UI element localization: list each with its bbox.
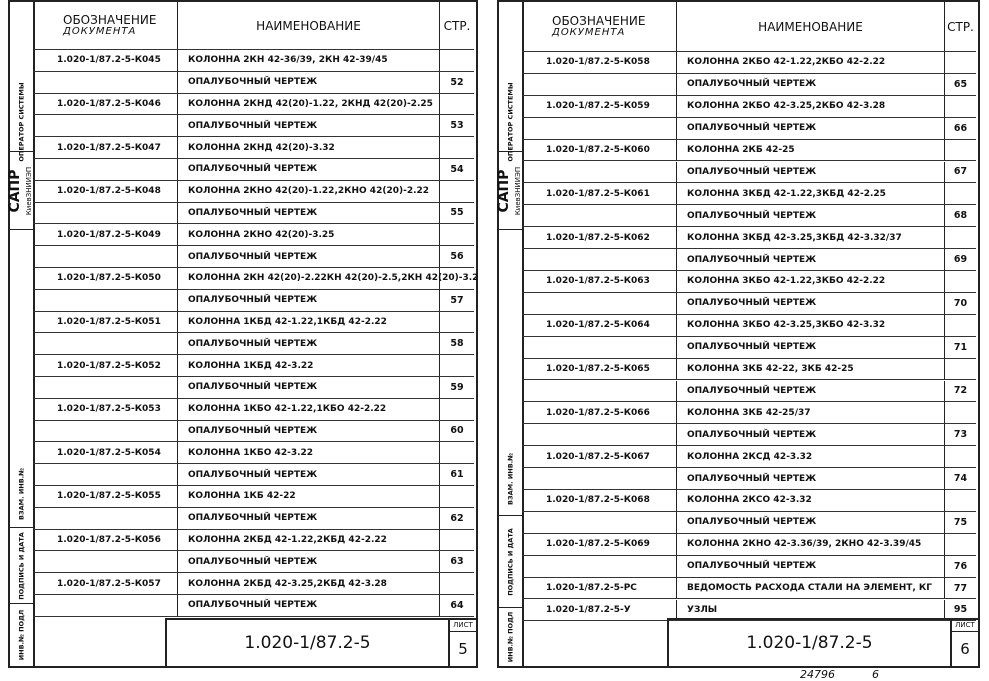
operator-label: ОПЕРАТОР СИСТЕМЫ [17,81,25,162]
sapr-text: САПР [6,168,23,213]
row-name: КОЛОННА 2КБД 42-3.25,2КБД 42-3.28 [178,573,440,594]
table-row [522,446,976,468]
row-code [33,290,178,311]
row-code: 1.020-1/87.2-5-К056 [33,530,178,551]
table-header [33,2,474,50]
table-row [33,442,474,464]
left-title-block [165,618,476,666]
right-sheet-number: 6 [960,639,970,658]
row-page [945,271,976,292]
table-row [522,249,976,271]
operator-label-right: ОПЕРАТОР СИСТЕМЫ [506,81,514,162]
table-row [522,271,976,293]
table-row [33,50,474,72]
row-name: ОПАЛУБОЧНЫЙ ЧЕРТЕЖ [677,249,945,270]
table-row [522,74,976,96]
row-page [440,312,474,333]
inv-box-right [499,608,522,666]
table-row [522,424,976,446]
row-page: 63 [450,556,464,568]
header-designation-sub: ДОКУМЕНТА [552,26,626,38]
row-code: 1.020-1/87.2-5-К068 [522,490,677,511]
row-page: 57 [450,294,464,306]
row-code: 1.020-1/87.2-5-К053 [33,399,178,420]
table-row [33,312,474,334]
row-code: 1.020-1/87.2-5-К069 [522,534,677,555]
table-row [522,578,976,600]
row-code [522,162,677,183]
header-designation-sub: ДОКУМЕНТА [63,25,137,37]
row-page [945,359,976,380]
row-name: ОПАЛУБОЧНЫЙ ЧЕРТЕЖ [178,333,440,354]
table-row [522,359,976,381]
row-name: ОПАЛУБОЧНЫЙ ЧЕРТЕЖ [677,512,945,533]
row-code: 1.020-1/87.2-5-К062 [522,227,677,248]
table-row [33,115,474,137]
row-name: ОПАЛУБОЧНЫЙ ЧЕРТЕЖ [677,381,945,402]
row-name: КОЛОННА 1КБ 42-22 [178,486,440,507]
table-row [522,556,976,578]
row-name: КОЛОННА 1КБД 42-3.22 [178,355,440,376]
row-name: ВЕДОМОСТЬ РАСХОДА СТАЛИ НА ЭЛЕМЕНТ, КГ [677,578,945,599]
row-page: 65 [953,78,968,90]
header-name: НАИМЕНОВАНИЕ [178,2,440,49]
row-name: КОЛОННА 2КСО 42-3.32 [677,490,945,511]
row-code [33,72,178,93]
row-code [33,115,178,136]
row-name: ОПАЛУБОЧНЫЙ ЧЕРТЕЖ [677,293,945,314]
row-page: 60 [450,425,464,437]
table-row [33,72,474,94]
table-row [33,137,474,159]
table-row [522,315,976,337]
inv-label: ИНВ.№ ПОДЛ [17,609,25,661]
podpis-label-right: ПОДПИСЬ И ДАТА [506,527,514,596]
row-page [945,227,976,248]
row-name: КОЛОННА 3КБ 42-22, 3КБ 42-25 [677,359,945,380]
vzam-box-right [499,442,522,516]
row-page: 70 [953,297,968,309]
row-code [33,551,178,572]
row-name: КОЛОННА 2КБО 42-1.22,2КБО 42-2.22 [677,52,945,73]
table-row [522,52,976,74]
org-text: КиевЗНИИЭП [24,166,33,215]
header-designation [33,2,178,49]
row-name: КОЛОННА 2КНД 42(20)-1.22, 2КНД 42(20)-2.25 [178,94,440,115]
row-page [945,315,976,336]
row-code: 1.020-1/87.2-5-К046 [33,94,178,115]
table-row [33,530,474,552]
row-code [33,246,178,267]
row-name: КОЛОННА 2КБО 42-3.25,2КБО 42-3.28 [677,96,945,117]
row-name: КОЛОННА 2КНО 42-3.36/39, 2КНО 42-3.39/45 [677,534,945,555]
row-code: 1.020-1/87.2-5-К065 [522,359,677,380]
row-page [440,50,474,71]
row-code: 1.020-1/87.2-5-К057 [33,573,178,594]
table-row [522,337,976,359]
row-name: КОЛОННА 2КНД 42(20)-3.32 [178,137,440,158]
podpis-box-right [499,516,522,608]
row-code [522,293,677,314]
inv-box [10,604,33,666]
table-row [33,224,474,246]
row-page [440,268,474,289]
row-name: КОЛОННА 3КБО 42-3.25,3КБО 42-3.32 [677,315,945,336]
row-code [522,424,677,445]
header-designation-text: ОБОЗНАЧЕНИЕ [63,12,157,27]
row-code: 1.020-1/87.2-5-К047 [33,137,178,158]
row-name: ОПАЛУБОЧНЫЙ ЧЕРТЕЖ [178,246,440,267]
row-page [945,534,976,555]
row-name: ОПАЛУБОЧНЫЙ ЧЕРТЕЖ [178,551,440,572]
row-page: 54 [450,163,464,175]
table-row [33,94,474,116]
row-code [33,508,178,529]
row-name: КОЛОННА 2КН 42-36/39, 2КН 42-39/45 [178,50,440,71]
row-code [522,337,677,358]
row-page: 76 [953,560,968,572]
row-name: КОЛОННА 2КСД 42-3.32 [677,446,945,467]
row-page [945,52,976,73]
row-code: 1.020-1/87.2-5-К054 [33,442,178,463]
row-name: КОЛОННА 3КБД 42-3.25,3КБД 42-3.32/37 [677,227,945,248]
row-code: 1.020-1/87.2-5-К048 [33,181,178,202]
header-page: СТР. [947,19,974,34]
row-code [33,203,178,224]
org-text-right: КиевЗНИИЭП [513,166,522,215]
row-page: 68 [953,210,968,222]
row-code: 1.020-1/87.2-5-К060 [522,140,677,161]
table-row [522,162,976,184]
row-name: КОЛОННА 2КНО 42(20)-1.22,2КНО 42(20)-2.22 [178,181,440,202]
right-title-block [667,618,978,666]
table-row [33,486,474,508]
row-page: 64 [450,599,464,611]
sapr-box-right [495,152,522,230]
row-page [440,486,474,507]
row-page [945,490,976,511]
row-page: 58 [450,338,464,350]
row-code [522,249,677,270]
row-name: ОПАЛУБОЧНЫЙ ЧЕРТЕЖ [677,74,945,95]
row-page [440,442,474,463]
table-row [33,181,474,203]
row-page [945,96,976,117]
row-page [440,224,474,245]
row-page [440,399,474,420]
table-row [522,512,976,534]
row-code [33,464,178,485]
row-code [522,381,677,402]
row-code [522,556,677,577]
right-sheet [497,0,980,668]
right-sidebar [495,2,524,666]
sapr-text-right: САПР [495,168,512,213]
row-code [522,118,677,139]
row-page [440,94,474,115]
row-code [33,595,178,616]
row-code: 1.020-1/87.2-5-К061 [522,183,677,204]
row-name: ОПАЛУБОЧНЫЙ ЧЕРТЕЖ [677,424,945,445]
row-name: КОЛОННА 1КБО 42-3.22 [178,442,440,463]
row-name: КОЛОННА 3КБД 42-1.22,3КБД 42-2.25 [677,183,945,204]
row-page: 59 [450,381,464,393]
row-name: КОЛОННА 2КБ 42-25 [677,140,945,161]
row-page: 77 [953,582,968,594]
table-row [522,381,976,403]
row-name: КОЛОННА 2КНО 42(20)-3.25 [178,224,440,245]
row-page: 62 [450,512,464,524]
table-row [33,595,474,617]
row-code [33,159,178,180]
row-code [522,512,677,533]
table-header [522,2,976,52]
row-code: 1.020-1/87.2-5-К050 [33,268,178,289]
row-page: 53 [450,120,464,132]
table-row [522,140,976,162]
row-page [440,137,474,158]
row-page [945,402,976,423]
row-code: 1.020-1/87.2-5-РС [522,578,677,599]
sapr-label-right [497,166,525,214]
inv-label-right: ИНВ.№ ПОДЛ [506,611,514,663]
row-code [522,74,677,95]
vzam-label-right: ВЗАМ. ИНВ.№ [506,452,514,505]
sapr-label [8,166,36,214]
row-page [945,183,976,204]
table-row [33,377,474,399]
row-code: 1.020-1/87.2-5-У [522,600,677,621]
row-page: 95 [953,604,968,616]
header-name: НАИМЕНОВАНИЕ [677,2,945,51]
row-page [440,530,474,551]
vzam-label: ВЗАМ. ИНВ.№ [17,467,25,520]
row-code: 1.020-1/87.2-5-К051 [33,312,178,333]
row-name: ОПАЛУБОЧНЫЙ ЧЕРТЕЖ [178,290,440,311]
row-name: КОЛОННА 2КБД 42-1.22,2КБД 42-2.22 [178,530,440,551]
table-row [522,490,976,512]
row-code [522,468,677,489]
operator-box-right [499,81,522,162]
row-code [33,377,178,398]
right-table [522,2,976,620]
row-page: 71 [953,341,968,353]
row-page: 73 [953,429,968,441]
row-page [440,573,474,594]
table-row [522,227,976,249]
row-page: 56 [450,251,464,263]
right-sheet-box [952,620,978,666]
sapr-box [6,152,33,230]
table-row [522,402,976,424]
vzam-box [10,460,33,528]
table-row [33,355,474,377]
row-code: 1.020-1/87.2-5-К055 [33,486,178,507]
left-sheet [8,0,478,668]
row-page: 52 [450,76,464,88]
row-name: ОПАЛУБОЧНЫЙ ЧЕРТЕЖ [178,159,440,180]
row-code: 1.020-1/87.2-5-К067 [522,446,677,467]
row-page: 66 [953,122,968,134]
table-row [33,290,474,312]
left-sheet-number: 5 [458,639,468,658]
row-name: ОПАЛУБОЧНЫЙ ЧЕРТЕЖ [677,205,945,226]
header-page: СТР. [443,18,471,33]
table-row [522,183,976,205]
row-name: ОПАЛУБОЧНЫЙ ЧЕРТЕЖ [677,556,945,577]
row-page: 72 [953,385,968,397]
row-page [440,355,474,376]
row-name: ОПАЛУБОЧНЫЙ ЧЕРТЕЖ [677,118,945,139]
row-name: УЗЛЫ [677,600,945,621]
row-page [945,140,976,161]
row-name: ОПАЛУБОЧНЫЙ ЧЕРТЕЖ [178,203,440,224]
table-row [522,118,976,140]
row-name: ОПАЛУБОЧНЫЙ ЧЕРТЕЖ [677,162,945,183]
row-name: КОЛОННА 1КБО 42-1.22,1КБО 42-2.22 [178,399,440,420]
row-code: 1.020-1/87.2-5-К045 [33,50,178,71]
row-name: ОПАЛУБОЧНЫЙ ЧЕРТЕЖ [677,468,945,489]
row-code: 1.020-1/87.2-5-К063 [522,271,677,292]
row-page: 75 [953,516,968,528]
table-row [33,551,474,573]
row-page: 61 [450,469,464,481]
header-designation [522,2,677,51]
row-name: КОЛОННА 1КБД 42-1.22,1КБД 42-2.22 [178,312,440,333]
row-code: 1.020-1/87.2-5-К049 [33,224,178,245]
row-page: 67 [953,166,968,178]
row-name: КОЛОННА 3КБ 42-25/37 [677,402,945,423]
table-row [33,268,479,290]
table-row [522,96,976,118]
podpis-box [10,528,33,604]
row-name: ОПАЛУБОЧНЫЙ ЧЕРТЕЖ [178,115,440,136]
row-code [33,333,178,354]
row-name: ОПАЛУБОЧНЫЙ ЧЕРТЕЖ [178,464,440,485]
table-row [33,203,474,225]
row-page: 55 [450,207,464,219]
archive-sheet: 6 [872,668,879,681]
left-sheet-box [450,620,476,666]
left-title-code: 1.020-1/87.2-5 [167,620,450,666]
row-page: 74 [953,473,968,485]
table-row [33,421,474,443]
table-row [33,464,474,486]
row-name: КОЛОННА 3КБО 42-1.22,3КБО 42-2.22 [677,271,945,292]
row-name: ОПАЛУБОЧНЫЙ ЧЕРТЕЖ [178,595,440,616]
row-name: ОПАЛУБОЧНЫЙ ЧЕРТЕЖ [178,72,440,93]
table-row [33,333,474,355]
table-row [522,468,976,490]
table-row [33,246,474,268]
table-row [522,293,976,315]
table-row [522,205,976,227]
operator-box [10,81,33,162]
row-name: ОПАЛУБОЧНЫЙ ЧЕРТЕЖ [178,508,440,529]
row-code [522,205,677,226]
row-page: 69 [953,254,968,266]
table-row [522,534,976,556]
table-row [33,399,474,421]
row-name: КОЛОННА 2КН 42(20)-2.22КН 42(20)-2.5,2КН 42(20)-3.2 [178,268,440,289]
table-row [33,508,474,530]
row-name: ОПАЛУБОЧНЫЙ ЧЕРТЕЖ [677,337,945,358]
row-code: 1.020-1/87.2-5-К064 [522,315,677,336]
row-name: ОПАЛУБОЧНЫЙ ЧЕРТЕЖ [178,421,440,442]
podpis-label: ПОДПИСЬ И ДАТА [17,531,25,600]
table-row [33,573,474,595]
table-row [33,159,474,181]
right-title-code: 1.020-1/87.2-5 [669,620,952,666]
row-code: 1.020-1/87.2-5-К058 [522,52,677,73]
row-page [440,181,474,202]
left-sheet-label: ЛИСТ [450,620,476,632]
row-code: 1.020-1/87.2-5-К059 [522,96,677,117]
header-designation-text: ОБОЗНАЧЕНИЕ [552,13,646,28]
row-page [945,446,976,467]
left-sidebar [6,2,35,666]
archive-number: 24796 [800,668,835,681]
row-name: ОПАЛУБОЧНЫЙ ЧЕРТЕЖ [178,377,440,398]
row-code: 1.020-1/87.2-5-К052 [33,355,178,376]
row-code: 1.020-1/87.2-5-К066 [522,402,677,423]
right-sheet-label: ЛИСТ [952,620,978,632]
left-table [33,2,479,614]
row-code [33,421,178,442]
